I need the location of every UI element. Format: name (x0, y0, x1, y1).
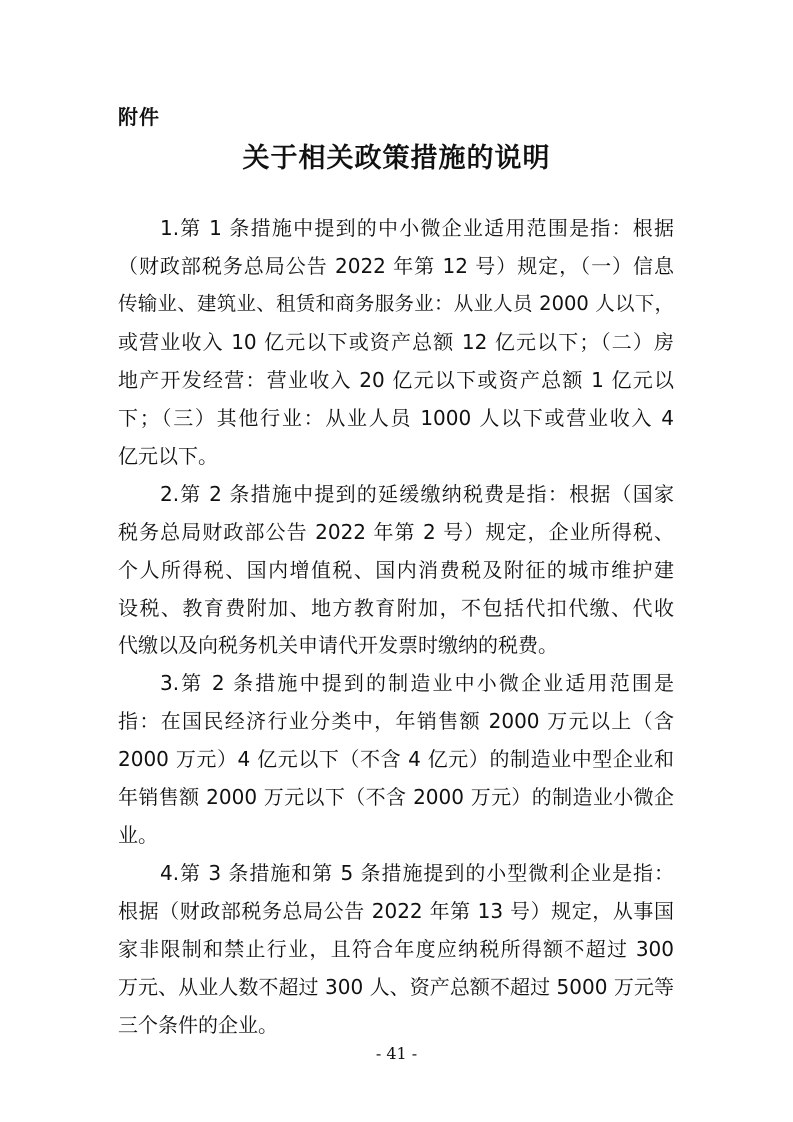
paragraph-2-line-5: 代缴以及向税务机关申请代开发票时缴纳的税费。 (118, 633, 558, 657)
paragraph-3-line-2: 指：在国民经济行业分类中，年销售额 2000 万元以上（含 (118, 709, 674, 733)
paragraph-1-line-2: （财政部税务总局公告 2022 年第 12 号）规定，（一）信息 (118, 254, 674, 278)
paragraph-4-line-3: 家非限制和禁止行业，且符合年度应纳税所得额不超过 300 (118, 937, 674, 961)
paragraph-4-line-1: 4.第 3 条措施和第 5 条措施提到的小型微利企业是指： (160, 861, 674, 885)
paragraph-1-line-5: 地产开发经营：营业收入 20 亿元以下或资产总额 1 亿元以 (118, 368, 674, 392)
paragraph-1-line-1: 1.第 1 条措施中提到的中小微企业适用范围是指：根据 (160, 216, 674, 240)
page-number: - 41 - (375, 1044, 418, 1063)
paragraph-3-line-5: 业。 (118, 823, 158, 847)
paragraph-1-line-4: 或营业收入 10 亿元以下或资产总额 12 亿元以下；（二）房 (118, 330, 674, 354)
paragraph-1-line-7: 亿元以下。 (118, 444, 218, 468)
paragraph-2-line-4: 设税、教育费附加、地方教育附加，不包括代扣代缴、代收 (118, 596, 674, 620)
paragraph-4-line-4: 万元、从业人数不超过 300 人、资产总额不超过 5000 万元等 (118, 975, 674, 999)
paragraph-2-line-3: 个人所得税、国内增值税、国内消费税及附征的城市维护建 (118, 558, 674, 582)
paragraph-2-line-2: 税务总局财政部公告 2022 年第 2 号）规定，企业所得税、 (118, 520, 674, 544)
paragraph-1-line-6: 下；（三）其他行业：从业人员 1000 人以下或营业收入 4 (118, 406, 674, 430)
document-title: 关于相关政策措施的说明 (242, 143, 551, 174)
paragraph-4-line-5: 三个条件的企业。 (118, 1013, 278, 1037)
paragraph-3-line-3: 2000 万元）4 亿元以下（不含 4 亿元）的制造业中型企业和 (118, 747, 674, 771)
paragraph-3-line-1: 3.第 2 条措施中提到的制造业中小微企业适用范围是 (160, 671, 674, 695)
paragraph-4-line-2: 根据（财政部税务总局公告 2022 年第 13 号）规定，从事国 (118, 899, 674, 923)
paragraph-1-line-3: 传输业、建筑业、租赁和商务服务业：从业人员 2000 人以下， (118, 292, 674, 315)
paragraph-3-line-4: 年销售额 2000 万元以下（不含 2000 万元）的制造业小微企 (118, 785, 674, 809)
attachment-label: 附件 (118, 105, 160, 129)
paragraph-2-line-1: 2.第 2 条措施中提到的延缓缴纳税费是指：根据（国家 (160, 482, 674, 506)
